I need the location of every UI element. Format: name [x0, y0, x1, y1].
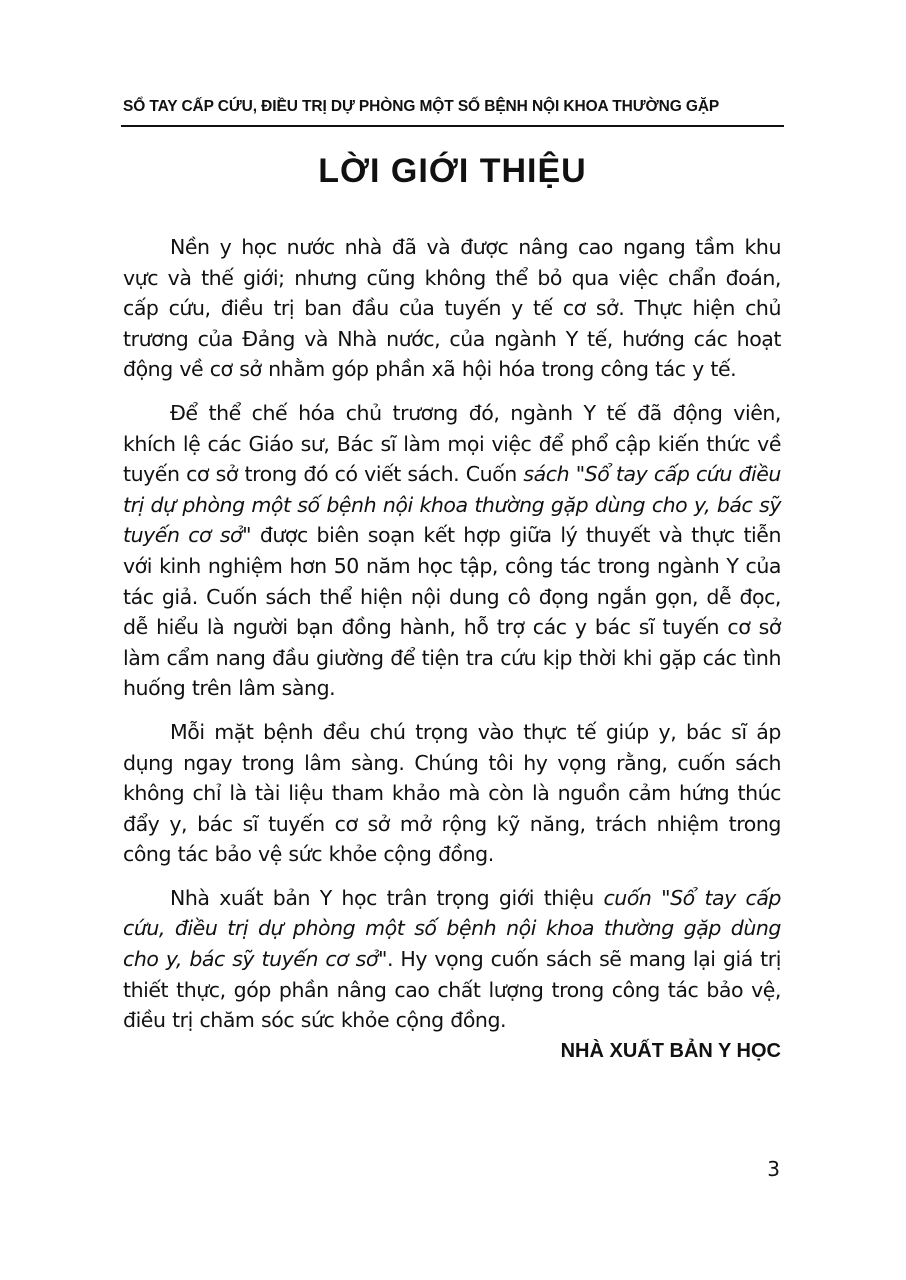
page-title: LỜI GIỚI THIỆU	[318, 152, 587, 190]
page-number: 3	[767, 1157, 780, 1181]
running-header: SỔ TAY CẤP CỨU, ĐIỀU TRỊ DỰ PHÒNG MỘT SỐ BỆNH NỘI KHOA THƯỜNG GẶP	[123, 98, 720, 115]
paragraph-3: Mỗi mặt bệnh đều chú trọng vào thực tế giúp y, bác sĩ áp dụng ngay trong lâm sàng. Chúng tôi hy vọng rằng, cuốn sách không chỉ là tài liệu tham khảo mà còn là nguồn cảm hứng thúc đẩy y, bác sĩ tuyến cơ sở mở rộng kỹ năng, trách nhiệm trong công tác bảo vệ sức khỏe cộng đồng.	[123, 719, 781, 867]
paragraph-1: Nền y học nước nhà đã và được nâng cao ngang tầm khu vực và thế giới; nhưng cũng không thể bỏ qua việc chẩn đoán, cấp cứu, điều trị ban đầu của tuyến y tế cơ sở. Thực hiện chủ trương của Đảng và Nhà nước, của ngành Y tế, hướng các hoạt động về cơ sở nhằm góp phần xã hội hóa trong công tác y tế.	[123, 235, 781, 382]
paragraph-4-text-cont: . Hy vọng cuốn sách sẽ mang lại giá trị thiết thực, góp phần nâng cao chất lượng trong công tác bảo vệ, điều trị chăm sóc sức khỏe cộng đồng.	[123, 947, 781, 1033]
paragraph-2-text: Để thể chế hóa chủ trương đó, ngành Y tế đã động viên, khích lệ các Giáo sư, Bác sĩ làm mọi việc để phổ cập kiến thức về tuyến cơ sở trong đó có viết sách. Cuốn	[123, 400, 781, 487]
paragraph-4	[123, 883, 781, 1036]
paragraph-2-text-cont: được biên soạn kết hợp giữa lý thuyết và thực tiễn với kinh nghiệm hơn 50 năm học tập, công tác trong ngành Y của tác giả. Cuốn sách thể hiện nội dung cô đọng ngắn gọn, dễ đọc, dễ hiểu là người bạn đồng hành, hỗ trợ các y bác sĩ tuyến cơ sở làm cẩm nang đầu giường để tiện tra cứu kịp thời khi gặp các tình huống trên lâm sàng.	[123, 523, 781, 701]
book-title-italic: sách "Sổ tay cấp cứu điều trị dự phòng một số bệnh nội khoa thường gặp dùng cho y, bác sỹ tuyến cơ sở"	[123, 462, 781, 548]
body-text	[123, 232, 781, 1049]
book-title-italic-2: cuốn "Sổ tay cấp cứu, điều trị dự phòng một số bệnh nội khoa thường gặp dùng cho y, bác sỹ tuyến cơ sở"	[123, 885, 781, 972]
publisher-signature: NHÀ XUẤT BẢN Y HỌC	[560, 1040, 781, 1062]
header-rule	[121, 125, 784, 127]
paragraph-4-text: Nhà xuất bản Y học trân trọng giới thiệu	[170, 885, 604, 910]
paragraph-2	[123, 398, 781, 704]
